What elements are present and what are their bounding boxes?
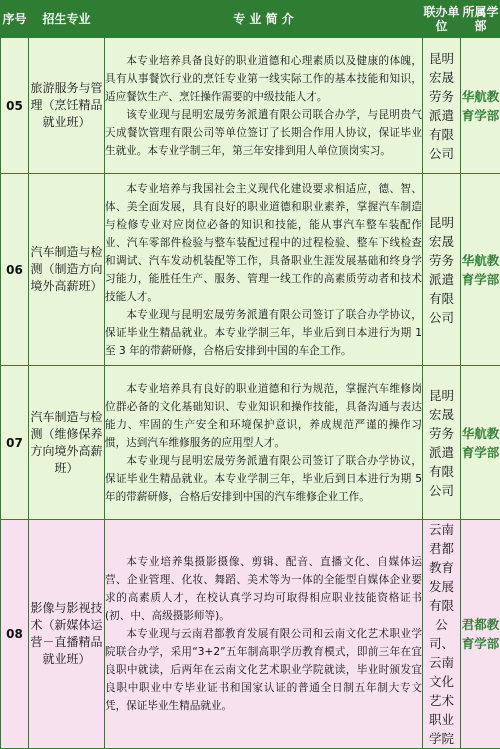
department: 华航教育学部 <box>461 366 500 520</box>
row-number: 07 <box>1 366 29 520</box>
intro-paragraph: 本专业培养具有良好的职业道德和行为规范，掌握汽车维修岗位群必备的文化基础知识、专业知识和操作技能，具备沟通与表达能力、牢固的生产安全和环境保护意识，养成规范严谨的操作习惯，达到汽车维修服务的应用型人才。 <box>105 380 422 452</box>
intro-paragraph: 本专业培养与我国社会主义现代化建设要求相适应，德、智、体、美全面发展，具有良好的职业道德和职业素养，掌握汽车制造与检修专业对应岗位必备的知识和技能，能从事汽车整车装配作业、汽车零部件检验与整车装配过程中的过程检验、整车下线检查和调试、汽车发动机装配等工作，具备职业生涯发展基础和终身学习能力，能胜任生产、服务、管理一线工作的高素质劳动者和技术技能人才。 <box>105 180 422 306</box>
table-row <box>1 38 500 174</box>
header-major: 招生专业 <box>29 1 105 38</box>
header-intro: 专 业 简 介 <box>105 1 423 38</box>
department: 君都教育学部 <box>461 520 500 749</box>
header-index: 序号 <box>1 1 29 38</box>
row-number: 06 <box>1 174 29 366</box>
major-name: 旅游服务与管理（烹饪精品就业班） <box>29 38 105 174</box>
row-number: 05 <box>1 38 29 174</box>
intro-paragraph: 本专业培养具备良好的职业道德和心理素质以及健康的体魄，具有从事餐饮行业的烹饪专业第一线实际工作的基本技能和知识，适应餐饮生产、烹饪操作需要的中级技能人才。 <box>105 52 422 106</box>
row-number: 08 <box>1 520 29 749</box>
intro-paragraph: 本专业现与昆明宏晟劳务派遣有限公司签订了联合办学协议，保证毕业生精品就业。本专业学制三年，毕业后到日本进行为期 5 年的带薪研修，合格后安排到中国的汽车维修企业工作。 <box>105 452 422 506</box>
major-intro <box>105 174 423 366</box>
department: 华航教育学部 <box>461 174 500 366</box>
major-intro <box>105 520 423 749</box>
intro-paragraph: 本专业培养集摄影摄像、剪辑、配音、直播文化、自媒体运营、企业管理、化妆、舞蹈、美术等为一体的全能型自媒体企业要求的高素质人才，在校认真学习均可取得相应职业技能资格证书(初、中、高级摄影师等)。 <box>105 553 422 625</box>
partner-unit: 云南君都教育发展有限公司、云南文化艺术职业学院 <box>423 520 461 749</box>
partner-unit: 昆明宏晟劳务派遣有限公司 <box>423 174 461 366</box>
intro-paragraph: 该专业现与昆明宏晟劳务派遣有限公司联合办学，与昆明贵气天成餐饮管理有限公司等单位签订了长期合作用人协议，保证毕业生就业。本专业学制三年，第三年安排到用人单位顶岗实习。 <box>105 106 422 160</box>
intro-paragraph: 本专业现与云南君都教育发展有限公司和云南文化艺术职业学院联合办学，采用“3+2”五年制高职学历教育模式，即前三年在宜良职中就读，后两年在云南文化艺术职业学院就读，毕业时颁发宜良职中职业中专毕业证书和国家认证的普通全日制五年制大专文凭，保证毕业生精品就业。 <box>105 625 422 715</box>
table-row <box>1 366 500 520</box>
major-name: 汽车制造与检测（制造方向境外高薪班） <box>29 174 105 366</box>
header-partner: 联办单位 <box>423 1 461 38</box>
major-intro <box>105 38 423 174</box>
intro-paragraph: 本专业现与昆明宏晟劳务派遣有限公司签订了联合办学协议，保证毕业生精品就业。本专业学制三年，毕业后到日本进行为期 1 至 3 年的带薪研修，合格后安排到中国的车企工作。 <box>105 306 422 360</box>
table-row <box>1 520 500 749</box>
major-name: 汽车制造与检测（维修保养方向境外高薪班） <box>29 366 105 520</box>
major-intro <box>105 366 423 520</box>
table-row <box>1 174 500 366</box>
partner-unit: 昆明宏晟劳务派遣有限公司 <box>423 366 461 520</box>
major-name: 影像与影视技术（新媒体运营－直播精品就业班） <box>29 520 105 749</box>
department: 华航教育学部 <box>461 38 500 174</box>
header-dept: 所属学部 <box>461 1 500 38</box>
partner-unit: 昆明宏晟劳务派遣有限公司 <box>423 38 461 174</box>
table-header-row <box>1 1 500 38</box>
